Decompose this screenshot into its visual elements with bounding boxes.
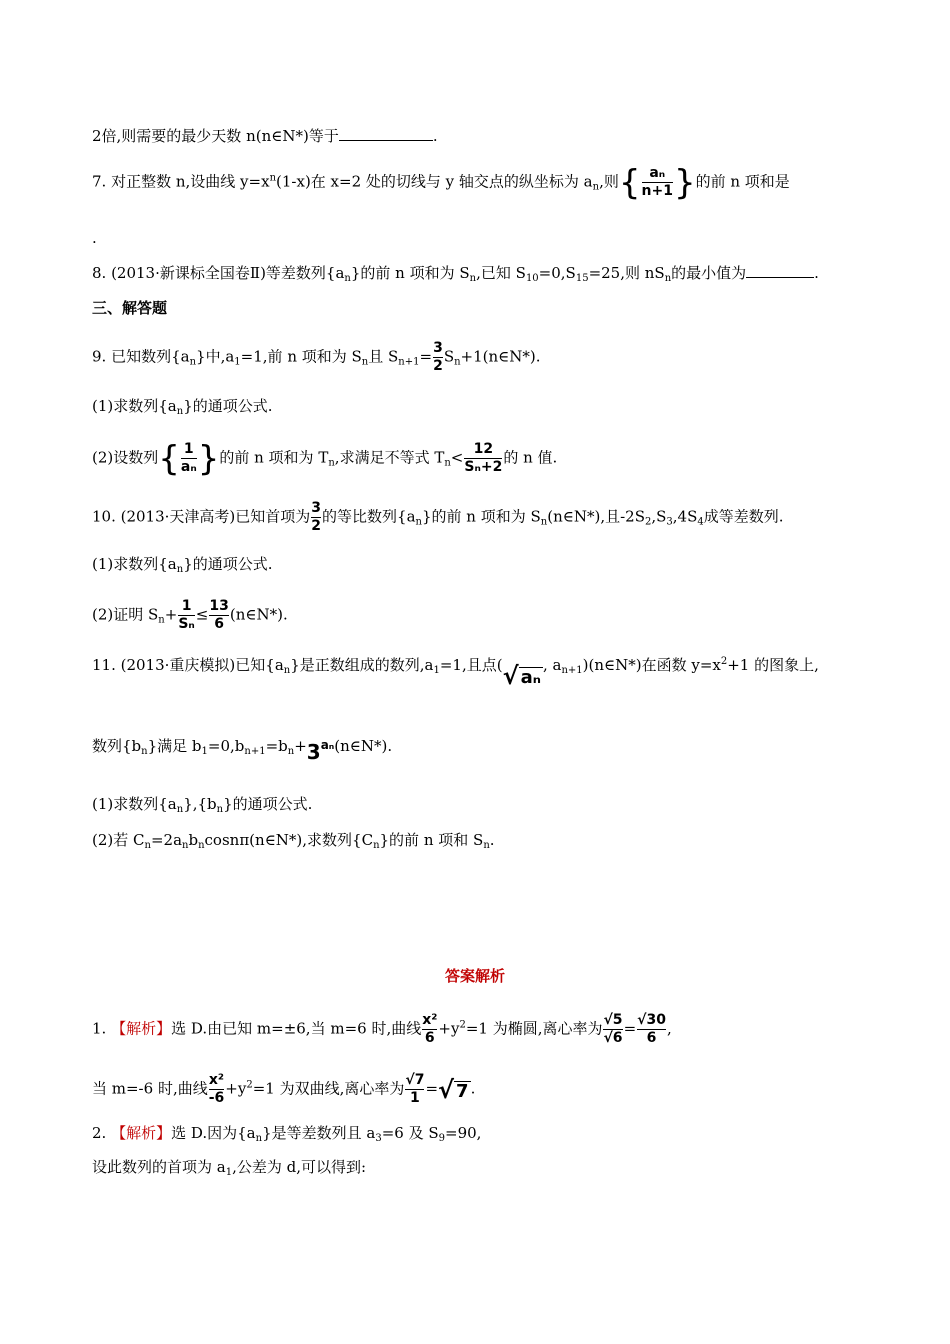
answer-blank[interactable] bbox=[746, 263, 814, 278]
answer-2-line2: 设此数列的首项为 $a_1$,公差为 d,可以得到: bbox=[92, 1158, 367, 1178]
analysis-tag: 【解析】 bbox=[111, 1019, 172, 1038]
sqrt-expression: √ aₙ bbox=[502, 662, 541, 690]
q11-part1: (1)求数列$\{a_n\},\{b_n\}$的通项公式. bbox=[92, 795, 313, 815]
fraction: $\frac{3}{2}$ bbox=[433, 340, 443, 374]
answer-title: 答案解析 bbox=[444, 967, 505, 985]
answer-blank[interactable] bbox=[339, 126, 433, 141]
answer-2: 2. 【解析】选 D.因为$\{a_n\}$是等差数列且 $a_3=6$ 及 $S_9=90$, bbox=[92, 1124, 482, 1144]
q11-line2: 数列$\{b_n\}$满足 $b_1=0,b_{n+1}=b_n+3a_n(n\in N*)$. bbox=[92, 737, 393, 764]
q7-dot: . bbox=[92, 229, 97, 247]
q9-part1: (1)求数列$\{a_n\}$的通项公式. bbox=[92, 397, 273, 417]
answer-1-line2: 当 m=-6 时,曲线 $\frac{\text{x²}}{-6}$ $+y^2=1$ 为双曲线,离心率为 $\frac{√7}{1}$ = √ 7 . bbox=[92, 1072, 476, 1106]
question-8: 8. (2013·新课标全国卷Ⅱ)等差数列$\{a_n\}$的前 n 项和为 $S_n$,已知 $S_{10}=0,S_{15}=25$,则 $nS_n$的最小值为 . bbox=[92, 264, 819, 284]
q10-part2: (2)证明 $S_n+$ $\frac{1}{\text{Sₙ}}$ ≤ $\frac{13}{6}$ (n∈N*). bbox=[92, 598, 288, 632]
question-11: 11. (2013·重庆模拟)已知$\{a_n\}$是正数组成的数列$,a_1=1$,且点( √ aₙ , $a_{n+1})(n\in N*)$在函数 $y=x^2+1$ 的图象上, bbox=[92, 656, 819, 690]
question-7 bbox=[92, 162, 790, 203]
q7-text: (1-x)在 x=2 处的切线与 y 轴交点的纵坐标为 a bbox=[276, 172, 593, 191]
answer-1: 1. 【解析】选 D.由已知 m=±6,当 m=6 时,曲线 $\frac{\text{x²}}{6}$ $+y^2=1$ 为椭圆,离心率为 $\frac{√5}{√6}$ = $\frac{√30}{6}$ , bbox=[92, 1012, 672, 1046]
q10-part1: (1)求数列$\{a_n\}$的通项公式. bbox=[92, 555, 273, 575]
subscript: n bbox=[592, 181, 600, 193]
exponent: n bbox=[269, 172, 277, 184]
q7-text: 的前 n 项和是 bbox=[695, 172, 790, 191]
q6-tail: 2倍,则需要的最少天数 n(n∈N*)等于 . bbox=[92, 127, 438, 145]
question-10: 10. (2013·天津高考)已知首项为 $\frac{3}{2}$ 的等比数列$\{a_n\}$的前 n 项和为 $S_n(n\in N*)$,且$-2S_2,S_3,4S_4$成等差数列. bbox=[92, 500, 784, 534]
q7-text: ,则 bbox=[599, 172, 619, 191]
sequence-braces: { $\frac{\text{aₙ}}{n+1}$ } bbox=[618, 162, 696, 203]
q6-text: 2倍,则需要的最少天数 n(n∈N*)等于 bbox=[92, 127, 339, 145]
q11-part2: (2)若 $C_n=2a_nb_n\cos n\pi(n\in N*)$,求数列$\{C_n\}$的前 n 项和 $S_n$. bbox=[92, 831, 495, 851]
question-9: 9. 已知数列$\{a_n\}$中$,a_1=1$,前 n 项和为 $S_n$且 $S_{n+1}=$ $\frac{3}{2}$ $S_n+1(n\in N*)$. bbox=[92, 340, 541, 374]
section-heading: 三、解答题 bbox=[92, 299, 168, 317]
fraction: $\frac{\text{aₙ}}{n+1}$ bbox=[641, 165, 673, 199]
q7-text: 7. 对正整数 n,设曲线 y=x bbox=[92, 172, 270, 191]
q9-part2: (2)设数列 { $\frac{1}{\text{aₙ}}$ } 的前 n 项和为 $T_n$,求满足不等式 $T_n<$ $\frac{12}{\text{Sₙ+2}}$ 的 n 值. bbox=[92, 438, 558, 479]
